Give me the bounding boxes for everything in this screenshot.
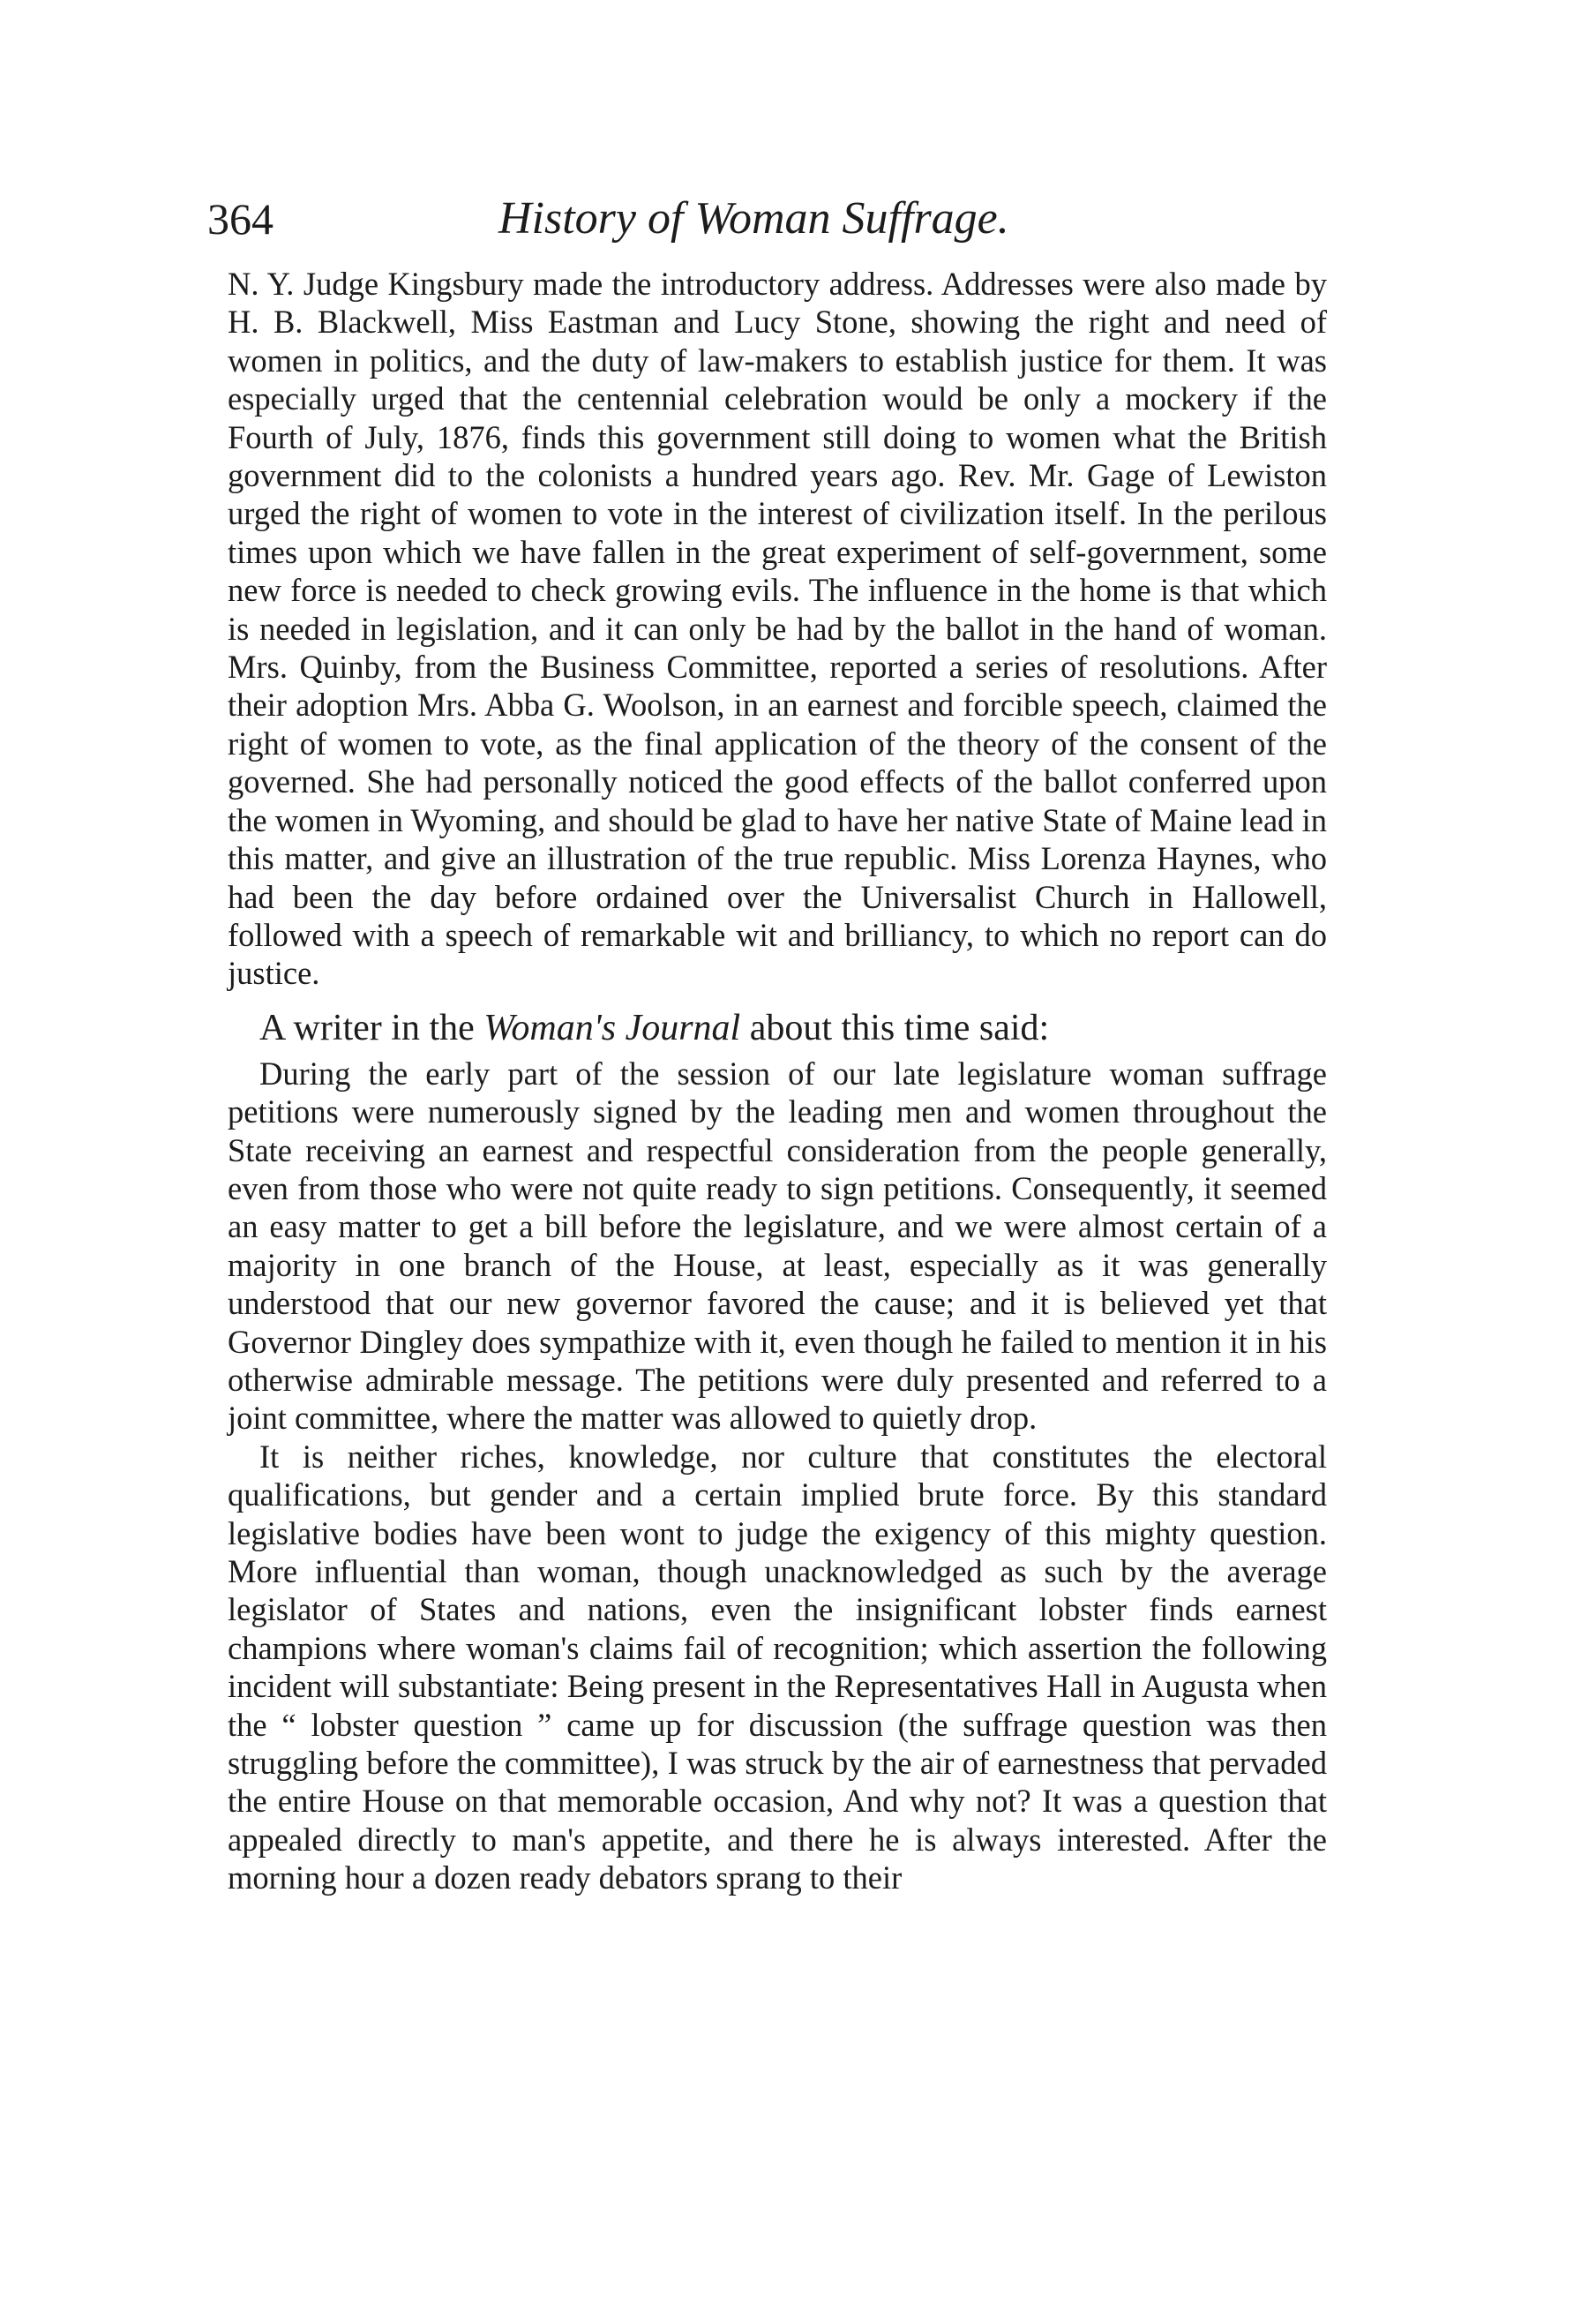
running-head (207, 192, 1345, 263)
page-number: 364 (207, 194, 273, 244)
paragraph-convention-report: N. Y. Judge Kingsbury made the introductory address. Addresses were also made by H. B. Blackwell, Miss Eastman and Lucy Stone, showing the right and need of women in politics, and the duty of law-makers to establish justice for them. It was especially urged that the centennial celebration would be only a mockery if the Fourth of July, 1876, finds this government still doing to women what the British government did to the colonists a hundred years ago. Rev. Mr. Gage of Lewiston urged the right of women to vote in the interest of civilization itself. In the perilous times upon which we have fallen in the great experiment of self-government, some new force is needed to check growing evils. The influence in the home is that which is needed in legislation, and it can only be had by the ballot in the hand of woman. Mrs. Quinby, from the Business Committee, reported a series of resolutions. After their adoption Mrs. Abba G. Woolson, in an earnest and forcible speech, claimed the right of women to vote, as the final application of the theory of the consent of the governed. She had personally noticed the good effects of the ballot conferred upon the women in Wyoming, and should be glad to have her native State of Maine lead in this matter, and give an illustration of the true republic. Miss Lorenza Haynes, who had been the day before ordained over the Universalist Church in Hallowell, followed with a speech of remarkable wit and brilliancy, to which no report can do justice. (228, 266, 1327, 992)
running-title: History of Woman Suffrage. (498, 193, 1009, 244)
lead-text-before: A writer in the (259, 1007, 484, 1048)
paragraph-journal-intro (228, 1005, 1327, 1051)
lead-text-after: about this time said: (740, 1007, 1050, 1048)
text-block (228, 265, 1327, 1897)
quote-paragraph-petitions: During the early part of the session of our late legislature woman suffrage petitions were numerously signed by the leading men and women throughout the State receiving an earnest and respectful consideration from the people generally, even from those who were not quite ready to sign petitions. Consequently, it seemed an easy matter to get a bill before the legislature, and we were almost certain of a majority in one branch of the House, at least, especially as it was generally understood that our new governor favored the cause; and it is believed yet that Governor Dingley does sympathize with it, even though he failed to mention it in his otherwise admirable message. The petitions were duly presented and referred to a joint committee, where the matter was allowed to quietly drop. (228, 1055, 1327, 1437)
journal-title: Woman's Journal (483, 1007, 741, 1048)
quote-paragraph-lobster: It is neither riches, knowledge, nor culture that constitutes the electoral qualifications, but gender and a certain implied brute force. By this standard legislative bodies have been wont to judge the exigency of this mighty question. More influential than woman, though unacknowledged as such by the average legislator of States and nations, even the insignificant lobster finds earnest champions where woman's claims fail of recognition; which assertion the following incident will substantiate: Being present in the Representatives Hall in Augusta when the “ lobster question ” came up for discussion (the suffrage question was then struggling before the committee), I was struck by the air of earnestness that pervaded the entire House on that memorable occasion, And why not? It was a question that appealed directly to man's appetite, and there he is always interested. After the morning hour a dozen ready debators sprang to their (228, 1438, 1327, 1896)
